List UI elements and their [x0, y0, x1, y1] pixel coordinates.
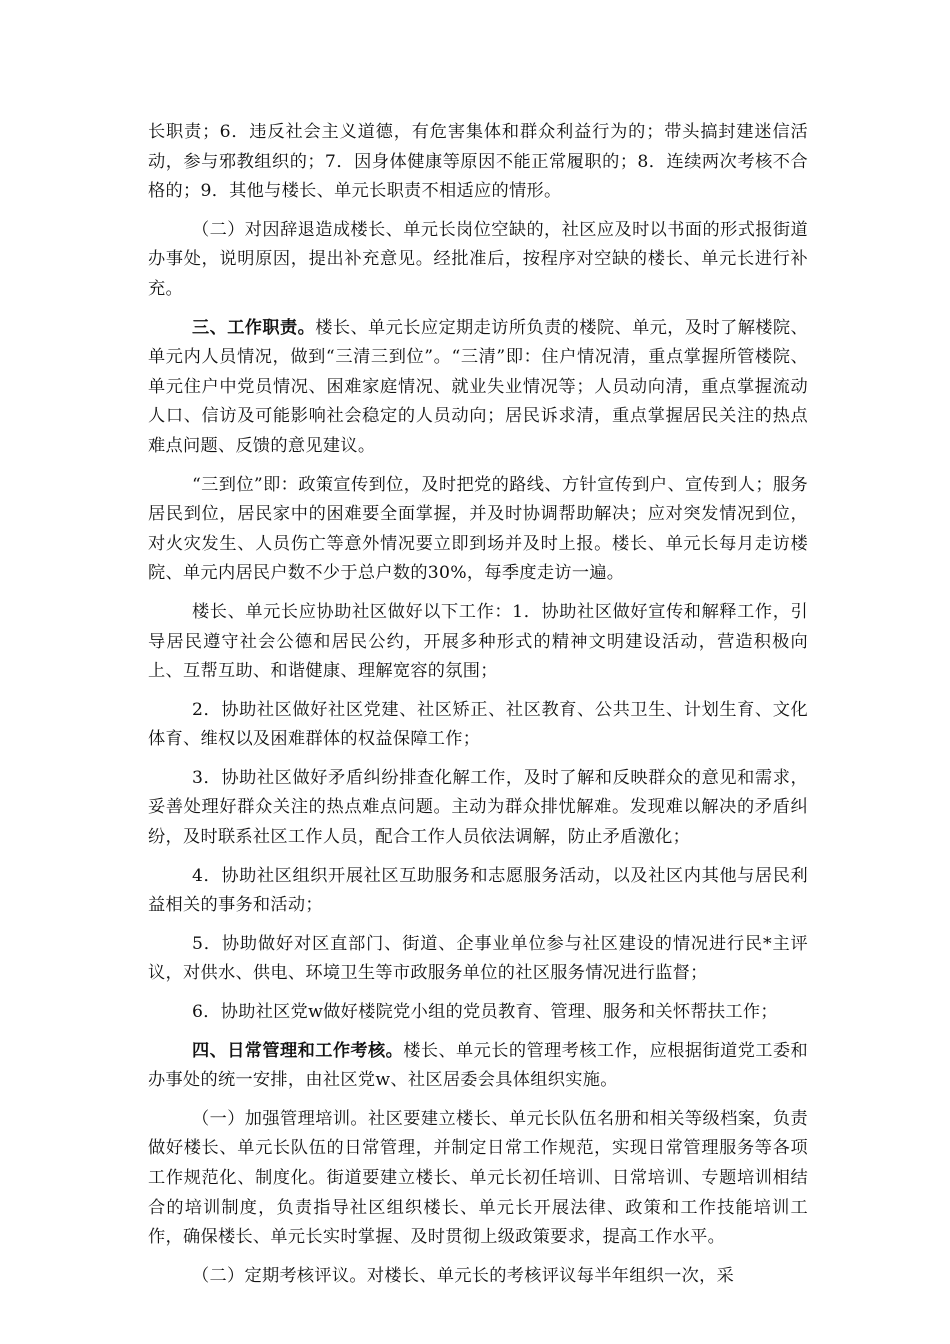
paragraph-vacancy-supplement — [148, 216, 808, 305]
paragraph-text: “三到位”即：政策宣传到位，及时把党的路线、方针宣传到户、宣传到人；服务居民到位，居民家中的困难要全面掌握，并及时协调帮助解决；应对突发情况到位，对火灾发生、人员伤亡等意外情况要立即到场并及时上报。楼长、单元长每月走访楼院、单元内居民户数不少于总户数的30%，每季度走访一遍。 — [148, 474, 808, 584]
paragraph-text: （二）定期考核评议。对楼长、单元长的考核评议每半年组织一次，采 — [192, 1265, 735, 1286]
paragraph-text: （一）加强管理培训。社区要建立楼长、单元长队伍名册和相关等级档案，负责做好楼长、单元长队伍的日常管理，并制定日常工作规范，实现日常管理服务等各项工作规范化、制度化。街道要建立楼长、单元长初任培训、日常培训、专题培训相结合的培训制度，负责指导社区组织楼长、单元长开展法律、政策和工作技能培训工作，确保楼长、单元长实时掌握、及时贯彻上级政策要求，提高工作水平。 — [148, 1108, 808, 1248]
paragraph-text: 楼长、单元长应协助社区做好以下工作：1．协助社区做好宣传和解释工作，引导居民遵守社会公德和居民公约，开展多种形式的精神文明建设活动，营造积极向上、互帮互助、和谐健康、理解宽容的氛围； — [148, 601, 808, 682]
paragraph-text: 2．协助社区做好社区党建、社区矫正、社区教育、公共卫生、计划生育、文化体育、维权以及困难群体的权益保障工作； — [148, 699, 808, 750]
paragraph-three-in-place — [148, 471, 808, 589]
paragraph-text: 长职责；6．违反社会主义道德，有危害集体和群众利益行为的；带头搞封建迷信活动，参与邪教组织的；7．因身体健康等原因不能正常履职的；8．连续两次考核不合格的；9．其他与楼长、单元长职责不相适应的情形。 — [148, 122, 808, 202]
section-heading: 四、日常管理和工作考核。 — [192, 1040, 404, 1061]
document-body — [148, 118, 808, 1300]
paragraph-assist-item-3 — [148, 764, 808, 853]
section-heading: 三、工作职责。 — [192, 317, 316, 338]
paragraph-text: 6．协助社区党w做好楼院党小组的党员教育、管理、服务和关怀帮扶工作； — [192, 1002, 778, 1023]
paragraph-assist-item-4 — [148, 862, 808, 921]
paragraph-text: 4．协助社区组织开展社区互助服务和志愿服务活动，以及社区内其他与居民利益相关的事务和活动； — [148, 865, 808, 916]
paragraph-assist-item-5 — [148, 930, 808, 989]
paragraph-text: （二）对因辞退造成楼长、单元长岗位空缺的，社区应及时以书面的形式报街道办事处，说明原因，提出补充意见。经批准后，按程序对空缺的楼长、单元长进行补充。 — [148, 219, 808, 299]
paragraph-continued-duties — [148, 118, 808, 207]
paragraph-text: 楼长、单元长的管理考核工作，应根据街道党工委和办事处的统一安排，由社区党w、社区居委会具体组织实施。 — [148, 1040, 809, 1091]
paragraph-assist-item-1 — [148, 598, 808, 687]
paragraph-assist-item-2 — [148, 696, 808, 755]
paragraph-assist-item-6 — [148, 998, 808, 1028]
paragraph-periodic-assessment — [148, 1262, 808, 1292]
paragraph-section-three — [148, 314, 808, 462]
paragraph-text: 3．协助社区做好矛盾纠纷排查化解工作，及时了解和反映群众的意见和需求，妥善处理好群众关注的热点难点问题。主动为群众排忧解难。发现难以解决的矛盾纠纷，及时联系社区工作人员，配合工作人员依法调解，防止矛盾激化； — [148, 767, 808, 848]
paragraph-text: 5．协助做好对区直部门、街道、企事业单位参与社区建设的情况进行民*主评议，对供水、供电、环境卫生等市政服务单位的社区服务情况进行监督； — [148, 933, 808, 984]
paragraph-section-four — [148, 1037, 808, 1096]
paragraph-text: 楼长、单元长应定期走访所负责的楼院、单元，及时了解楼院、单元内人员情况，做到“三清三到位”。“三清”即：住户情况清，重点掌握所管楼院、单元住户中党员情况、困难家庭情况、就业失业情况等；人员动向清，重点掌握流动人口、信访及可能影响社会稳定的人员动向；居民诉求清，重点掌握居民关注的热点难点问题、反馈的意见建议。 — [148, 317, 809, 456]
paragraph-management-training — [148, 1105, 808, 1253]
